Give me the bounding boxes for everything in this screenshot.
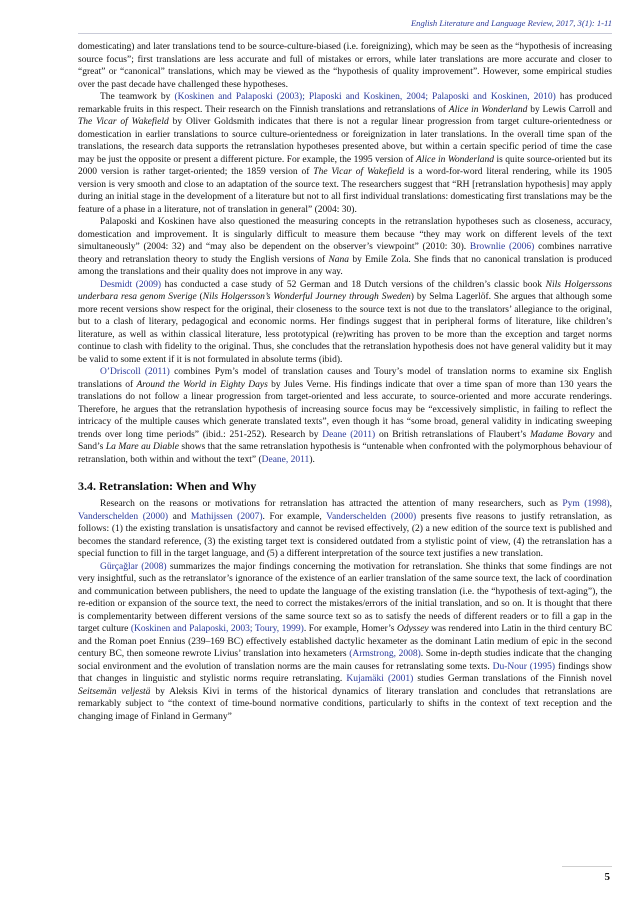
footer-divider [562,866,612,867]
book-title: Odyssey [396,624,429,634]
paragraph-4: Desmidt (2009) has conducted a case study of 52 German and 18 Dutch versions of the children’s classic book Nils Holgerssons underbara resa genom Sverige (Nils Holgersson’s Wonderful Journey through Sweden) by Selma Lagerlöf. She argues that although some more recent versions show respect for the original, their closeness to the source text is not due to the translators’ allegiance to the original, but to a clash of literary, pedagogical and economic norms. Her findings suggest that in peripheral forms of literature, like children’s literature, as well as within classical literature, less prototypical (re)writing has proven to be more than the exception and target norms continue to clash with fidelity to the original. Thus, she concludes that the retranslation hypothesis does not have general validity but it may be valid to some extent if it is not formulated in absolute terms (ibid). [78,279,613,365]
header-divider [78,33,612,34]
paragraph-6: Research on the reasons or motivations for retranslation has attracted the attention of many researchers, such as Pym (1998), Vanderschelden (2000) and Mathijssen (2007). For example, Vanderschelden (2000) presents five reasons to justify retranslation, as follows: (1) the existing translation is unsatisfactory and cannot be revised effectively, (2) a new edition of the source text is published and becomes the standard reference, (3) the existing target text is considered outdated from a stylistic point of view, (4) the retranslation has a special function to fill in the target language, and (5) a different interpretation of the source text justifies a new translation. [78,499,613,559]
paragraph-2: The teamwork by (Koskinen and Palaposki (2003); Plaposki and Koskinen, 2004; Palaposki and Koskinen, 2010) has produced remarkable fruits in this respect. Their research on the Finnish translations and retranslations of Alice in Wonderland by Lewis Carroll and The Vicar of Wakefield by Oliver Goldsmith indicates that there is not a regular linear progression from target culture-orientedness or domestication in earlier translations to source culture-orientedness or foreignization in later translations. In the overall time span of the translations, the research data supports the retranslation hypotheses presented above, but within a certain specific period of time the case may be just the opposite or present a different picture. For example, the 1995 version of Alice in Wonderland is quite source-oriented but its 2000 version is rather target-oriented; the 1859 version of The Vicar of Wakefield is a word-for-word literal rendering, while its 1905 version is very smooth and close to an adaptation of the source text. The researchers suggest that “RH [retranslation hypothesis] may apply during an initial stage in the development of a literature but not to all first individual translations: domesticating first translations may be the feature of a phase in a literature, not of translation in general” (2004: 30). [78,92,613,215]
paragraph-1: domesticating) and later translations tend to be source-culture-biased (i.e. foreignizing), which may be seen as the “hypothesis of increasing source focus”; first translations are less accurate and full of mistakes or errors, while later translations are more accurate and closer to “great” or “canonical” translations, which may be viewed as the “hypothesis of quality improvement”. However, some empirical studies over the past decade have challenged these hypotheses. [78,42,612,90]
book-title: Madame Bovary [530,429,595,440]
citation-link[interactable]: O’Driscoll (2011) [100,367,170,377]
citation-link[interactable]: Du-Nour (1995) [492,661,556,672]
citation-link[interactable]: Mathijssen (2007) [190,511,263,522]
paragraph-3: Palaposki and Koskinen have also questioned the measuring concepts in the retranslation hypotheses such as closeness, accuracy, domestication and improvement. It is singularly difficult to measure them because “they may work on different levels of the text simultaneously” (2004: 32) and “may also be dependent on the observer’s viewpoint” (2010: 30). Brownlie (2006) combines narrative theory and retranslation theory to study the English versions of Nana by Emile Zola. She finds that no canonical translation is produced among the translations and their quality does not improve in any way. [78,217,612,277]
paragraph-7: Gürçağlar (2008) summarizes the major findings concerning the motivation for retranslation. She thinks that some findings are not very insightful, such as the retranslator’s ignorance of the existence of an earlier translation of the same source text, the lack of coordination and communication between publishers, the need to update the language of the existing translation (i.e. the “hypothesis of text-aging”), the re-edition or expansion of the source text, the need to correct the mistakes/errors of the initial translation, and so on. It is thought that there is complementarity between different versions of the same source text so as to satisfy the needs of different readers or to fill a gap in the target culture (Koskinen and Palaposki, 2003; Toury, 1999). For example, Homer’s Odyssey was rendered into Latin in the third century BC and the Roman poet Ennius (239–169 BC) effectively established dactylic hexameter as the dominant Latin medium of epic in the second century BC, then someone rewrote Livius’ translation into hexameters (Armstrong, 2008). Some in-depth studies indicate that the changing social environment and the evolution of translation norms are the main causes for retranslating some texts. Du-Nour (1995) findings show that changes in linguistic and stylistic norms require retranslating. Kujamäki (2001) studies German translations of the Finnish novel Seitsemän veljestä by Aleksis Kivi in terms of the historical dynamics of literary translation and concludes that retranslations are remarkably subject to “the context of time-bound normative conditions, particularly to shifts in the context of text reception and the changing image of Finland in Germany” [78,561,613,722]
book-title: Around the World in Eighty Days [136,379,268,390]
page-number: 5 [604,871,610,883]
citation-link[interactable]: Vanderschelden (2000) [326,511,417,522]
citation-link[interactable]: Desmidt (2009) [100,279,162,290]
book-title: Alice in Wonderland [448,104,528,115]
citation-link[interactable]: Deane (2011) [322,429,376,440]
paragraph-5: O’Driscoll (2011) combines Pym’s model of translation causes and Toury’s model of translation norms to examine six English translations of Around the World in Eighty Days by Jules Verne. His findings indicate that over a time span of more than 130 years the translations do not follow a linear progression from target-oriented and less accurate, to source-oriented and more accurate renderings. Therefore, he argues that the retranslation hypothesis of increasing source focus may be “excessively simplistic, in failing to reflect the intricacy of the multiple causes which generate translated texts”, even though it has “some broad, general validity in indicating sweeping trends over long time periods” (ibid.: 251-252). Research by Deane (2011) on British retranslations of Flaubert’s Madame Bovary and Sand’s La Mare au Diable shows that the same retranslation hypothesis is “untenable when confronted with the polymorphous behaviour of retranslation, both within and without the text” (Deane, 2011). [78,367,613,465]
book-title: The Vicar of Wakefield [313,167,405,177]
journal-meta: , 2017, 3(1): 1-11 [551,18,612,28]
book-title: Alice in Wonderland [415,154,494,165]
article-body [78,41,612,723]
book-title: Nils Holgerssons underbara resa genom Sverige [78,279,612,302]
book-title: Nana [328,254,350,265]
citation-link[interactable]: Deane, 2011 [261,454,310,465]
citation-link[interactable]: Vanderschelden (2000) [78,511,169,522]
citation-link[interactable]: (Koskinen and Palaposki, 2003; Toury, 1999) [130,624,304,634]
citation-link[interactable]: (Koskinen and Palaposki (2003); Plaposki and Koskinen, 2004; Palaposki and Koskinen, 2010) [174,92,556,102]
citation-link[interactable]: Kujamäki (2001) [346,674,414,684]
book-title: La Mare au Diable [105,442,179,452]
citation-link[interactable]: Brownlie (2006) [469,242,535,252]
book-title: Nils Holgersson’s Wonderful Journey through Sweden [202,292,411,302]
citation-link[interactable]: Pym (1998) [562,499,610,509]
citation-link[interactable]: (Armstrong, 2008) [349,649,421,659]
book-title: The Vicar of Wakefield [78,117,169,127]
running-header [411,18,612,28]
section-heading: 3.4. Retranslation: When and Why [78,479,257,493]
citation-link[interactable]: Gürçağlar (2008) [100,561,167,572]
journal-name: English Literature and Language Review [410,18,552,28]
book-title: Seitsemän veljestä [78,686,151,697]
